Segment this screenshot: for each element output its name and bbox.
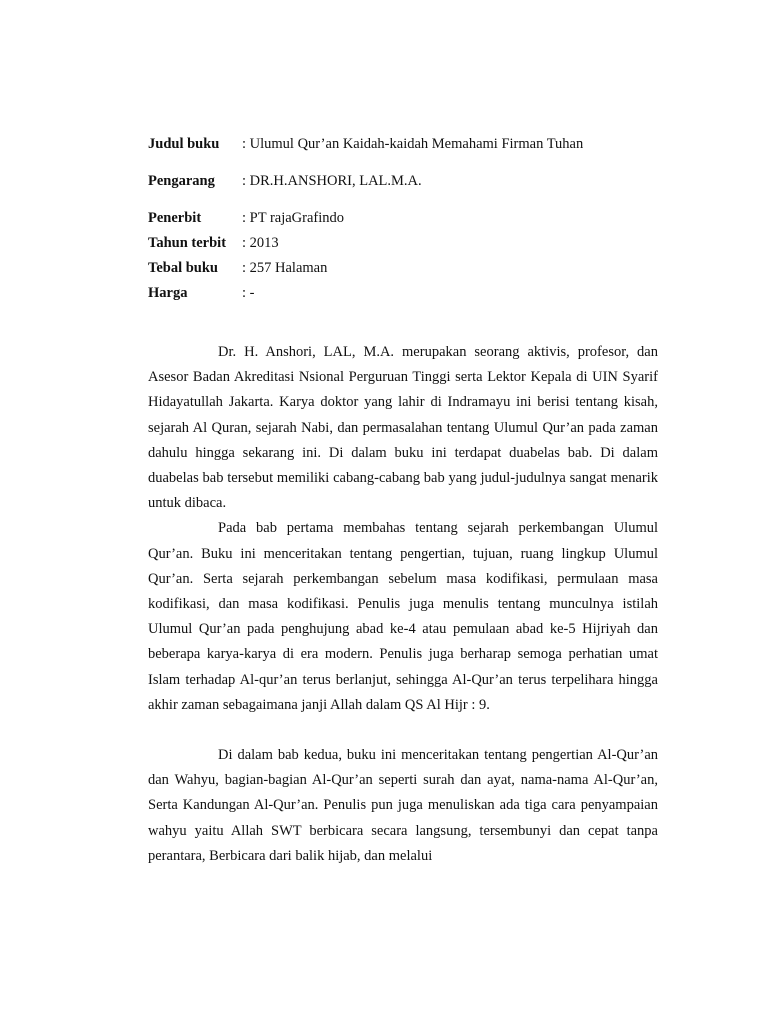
pages-label: Tebal buku <box>148 260 219 276</box>
publisher-label: Penerbit <box>148 210 202 226</box>
publisher-value: : PT rajaGrafindo <box>242 210 345 226</box>
year-label: Tahun terbit <box>148 235 227 251</box>
price-row <box>148 284 658 302</box>
pages-value: : 257 Halaman <box>242 260 328 276</box>
publisher-row <box>148 209 658 227</box>
paragraph-1: Dr. H. Anshori, LAL, M.A. merupakan seorang aktivis, profesor, dan Asesor Badan Akreditasi Nsional Perguruan Tinggi serta Lektor Kepala di UIN Syarif Hidayatullah Jakarta. Karya doktor yang lahir di Indramayu ini berisi tentang kisah, sejarah Al Quran, sejarah Nabi, dan permasalahan tentang Ulumul Qur’an pada zaman dahulu hingga sekarang ini. Di dalam buku ini terdapat duabelas bab. Di dalam duabelas bab tersebut memiliki cabang-cabang bab yang judul-judulnya sangat menarik untuk dibaca. <box>148 344 658 512</box>
author-row <box>148 172 658 190</box>
price-value: : - <box>242 285 255 301</box>
price-label: Harga <box>148 285 188 301</box>
review-body <box>148 340 658 869</box>
book-title-label: Judul buku <box>148 136 220 152</box>
paragraph-3: Di dalam bab kedua, buku ini menceritakan tentang pengertian Al-Qur’an dan Wahyu, bagian-bagian Al-Qur’an seperti surah dan ayat, nama-nama Al-Qur’an, Serta Kandungan Al-Qur’an. Penulis pun juga menuliskan ada tiga cara penyampaian wahyu yaitu Allah SWT berbicara secara langsung, tersembunyi dan cepat tanpa perantara, Berbicara dari balik hijab, dan melalui <box>148 747 658 864</box>
paragraph-2: Pada bab pertama membahas tentang sejarah perkembangan Ulumul Qur’an. Buku ini menceritakan tentang pengertian, tujuan, ruang lingkup Ulumul Qur’an. Serta sejarah perkembangan sebelum masa kodifikasi, permulaan masa kodifikasi, dan masa kodifikasi. Penulis juga menulis tentang munculnya istilah Ulumul Qur’an pada penghujung abad ke-4 atau pemulaan abad ke-5 Hijriyah dan beberapa karya-karya di era modern. Penulis juga berharap semoga perhatian umat Islam terhadap Al-qur’an terus berlanjut, sehingga Al-Qur’an terus terpelihara hingga akhir zaman sebagaimana janji Allah dalam QS Al Hijr : 9. <box>148 520 658 713</box>
author-label: Pengarang <box>148 173 215 189</box>
author-value: : DR.H.ANSHORI, LAL.M.A. <box>242 173 422 189</box>
year-value: : 2013 <box>242 235 279 251</box>
book-title-value: : Ulumul Qur’an Kaidah-kaidah Memahami Firman Tuhan <box>242 136 584 152</box>
year-row <box>148 234 658 252</box>
book-info <box>148 135 658 302</box>
pages-row <box>148 259 658 277</box>
book-title-row <box>148 135 658 153</box>
